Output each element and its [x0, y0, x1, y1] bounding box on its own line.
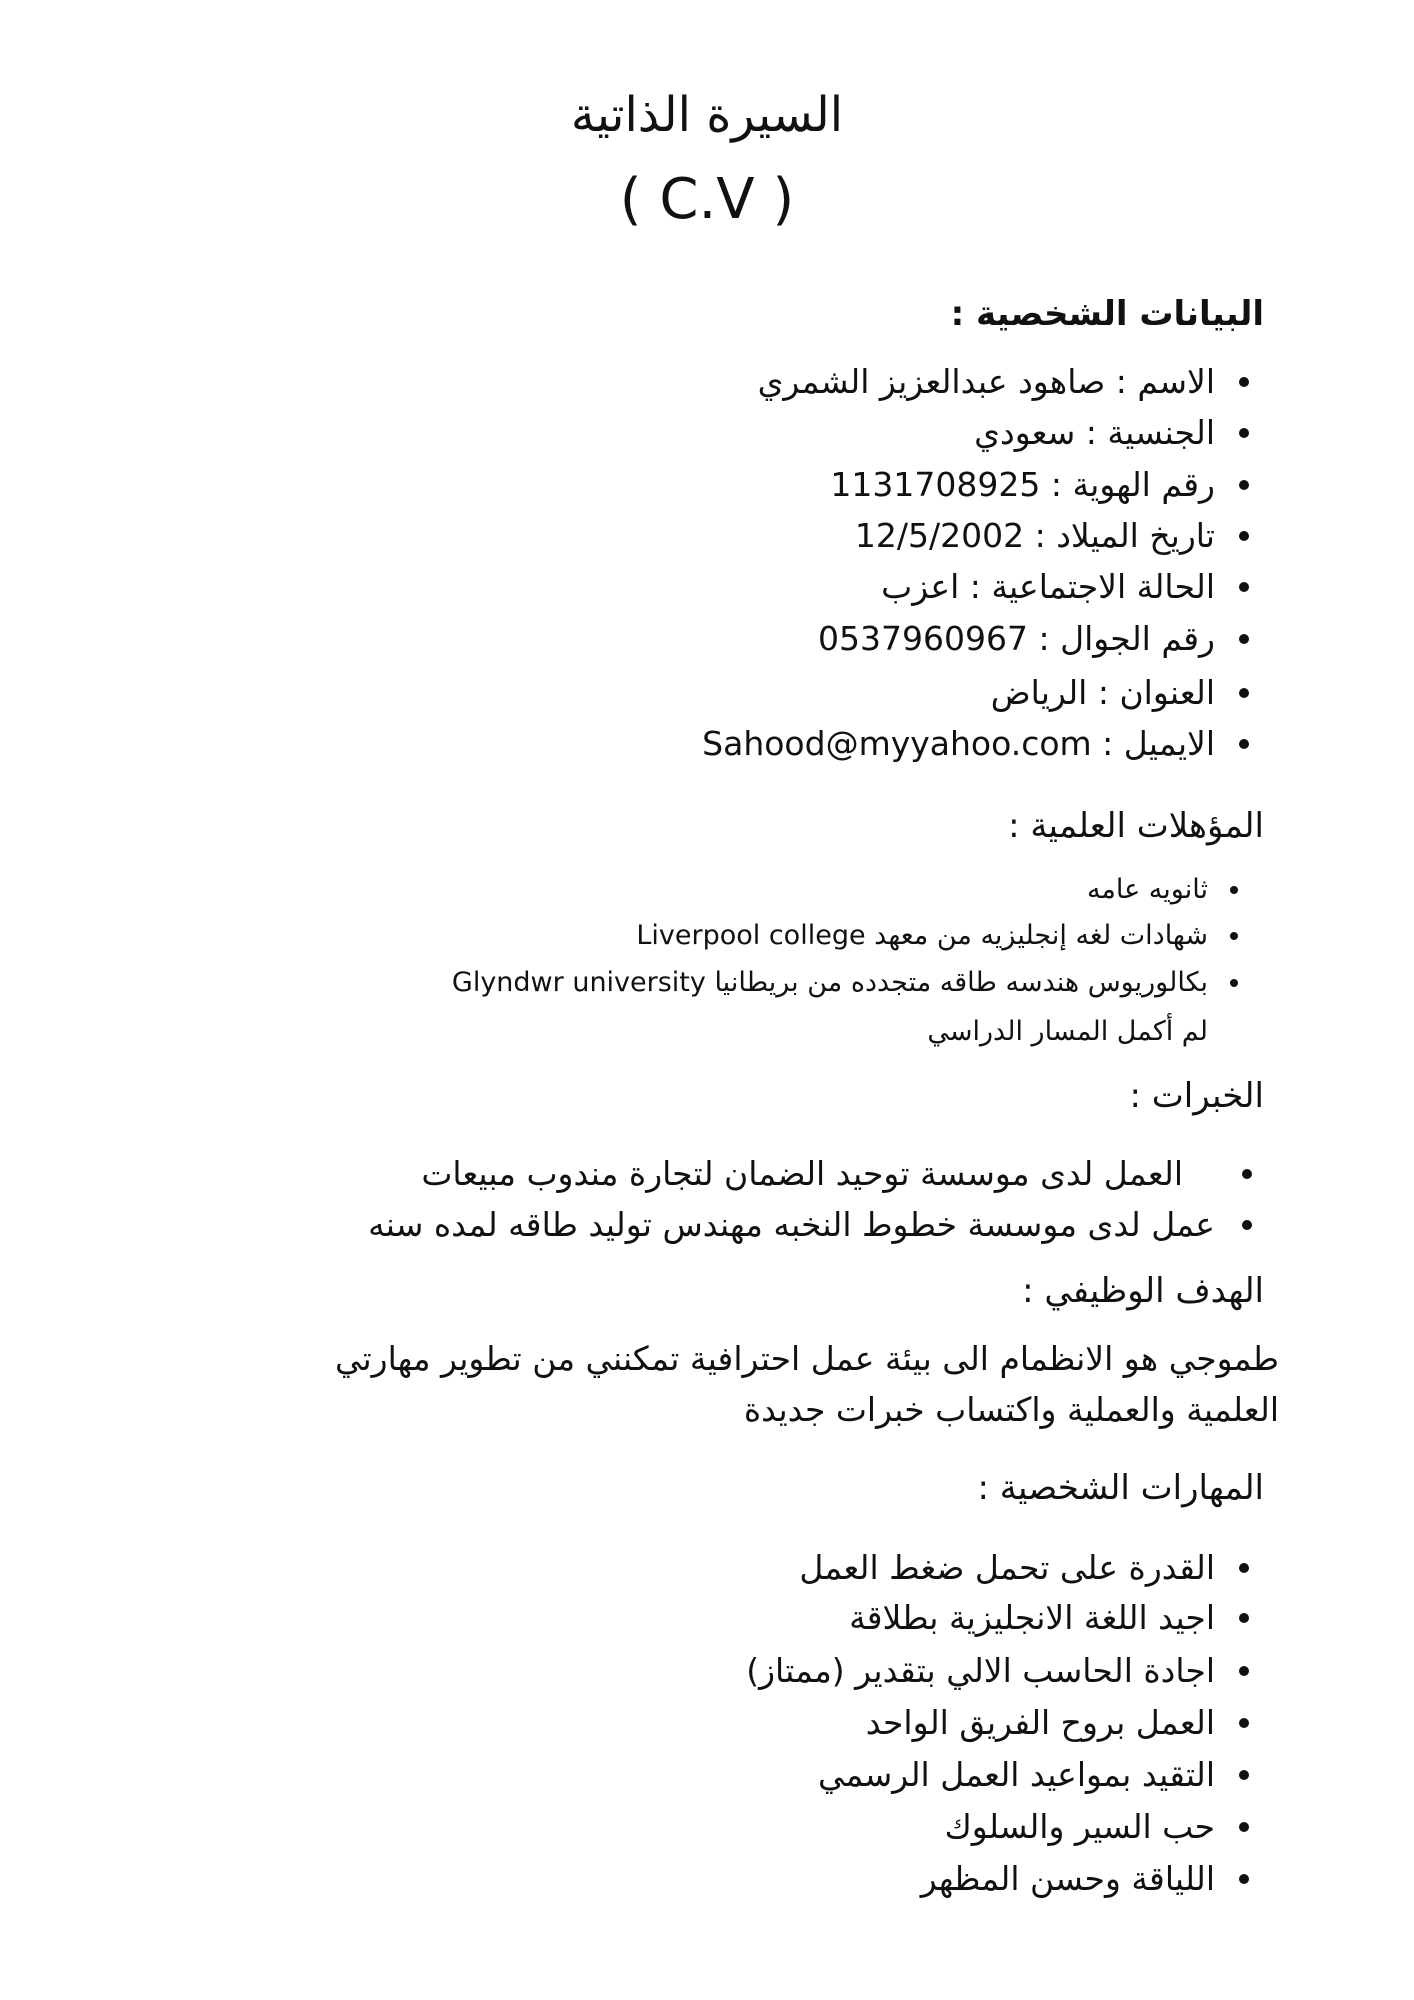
list-item: حب السير والسلوك [944, 1807, 1215, 1846]
page-subtitle: ( C.V ) [619, 167, 795, 232]
list-item: الجنسية : سعودي [974, 413, 1215, 452]
experience-heading: الخبرات : [1129, 1076, 1264, 1116]
bullet-icon [1239, 1770, 1249, 1780]
list-item: تاريخ الميلاد : 12/5/2002 [854, 516, 1215, 555]
list-item: اجادة الحاسب الالي بتقدير (ممتاز) [746, 1651, 1215, 1690]
bullet-icon [1239, 531, 1249, 541]
bullet-icon [1239, 1718, 1249, 1728]
bullet-icon [1239, 688, 1249, 698]
skills-heading: المهارات الشخصية : [977, 1468, 1264, 1508]
bullet-icon [1239, 1563, 1249, 1573]
list-item: العنوان : الرياض [990, 673, 1215, 712]
list-item: اللياقة وحسن المظهر [920, 1859, 1215, 1898]
bullet-icon [1230, 886, 1238, 894]
bullet-icon [1230, 979, 1238, 987]
qualification-note: لم أكمل المسار الدراسي [927, 1016, 1208, 1047]
list-item: الاسم : صاهود عبدالعزيز الشمري [757, 362, 1215, 401]
bullet-icon [1239, 1822, 1249, 1832]
list-item: اجيد اللغة الانجليزية بطلاقة [849, 1598, 1215, 1637]
list-item: عمل لدى موسسة خطوط النخبه مهندس توليد طاقه لمده سنه [368, 1205, 1215, 1244]
list-item: رقم الجوال : 0537960967 [818, 619, 1215, 658]
bullet-icon [1239, 1613, 1249, 1623]
list-item: بكالوريوس هندسه طاقه متجدده من بريطانيا Glyndwr university [451, 967, 1208, 998]
list-item: القدرة على تحمل ضغط العمل [799, 1548, 1215, 1587]
bullet-icon [1242, 1169, 1252, 1179]
personal-heading: البيانات الشخصية : [950, 294, 1264, 334]
objective-text-line: العلمية والعملية واكتساب خبرات جديدة [743, 1390, 1279, 1429]
bullet-icon [1239, 582, 1249, 592]
list-item: العمل بروح الفريق الواحد [865, 1703, 1215, 1742]
bullet-icon [1239, 634, 1249, 644]
list-item: الحالة الاجتماعية : اعزب [881, 567, 1215, 606]
qualifications-heading: المؤهلات العلمية : [1008, 806, 1264, 846]
list-item: شهادات لغه إنجليزيه من معهد Liverpool college [636, 920, 1208, 951]
list-item: العمل لدى موسسة توحيد الضمان لتجارة مندوب مبيعات [421, 1154, 1183, 1193]
bullet-icon [1239, 480, 1249, 490]
bullet-icon [1239, 377, 1249, 387]
objective-text-line: طموجي هو الانظمام الى بيئة عمل احترافية تمكنني من تطوير مهارتي [334, 1339, 1279, 1378]
list-item: رقم الهوية : 1131708925 [830, 465, 1215, 504]
list-item: الايميل : Sahood@myyahoo.com [702, 724, 1215, 763]
bullet-icon [1242, 1220, 1252, 1230]
bullet-icon [1239, 739, 1249, 749]
bullet-icon [1230, 932, 1238, 940]
page-title: السيرة الذاتية [570, 87, 844, 143]
bullet-icon [1239, 1874, 1249, 1884]
objective-heading: الهدف الوظيفي : [1022, 1271, 1264, 1311]
list-item: التقيد بمواعيد العمل الرسمي [818, 1755, 1215, 1794]
bullet-icon [1239, 1666, 1249, 1676]
bullet-icon [1239, 428, 1249, 438]
list-item: ثانويه عامه [1086, 874, 1208, 905]
